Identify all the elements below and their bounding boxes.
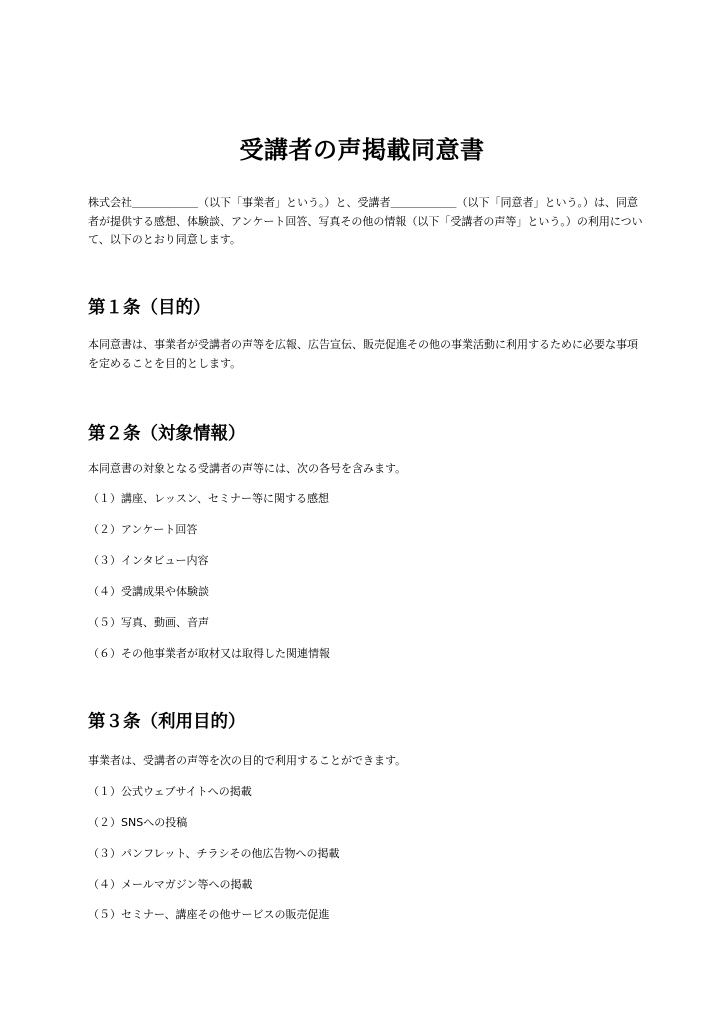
article-2-item: （１）講座、レッスン、セミナー等に関する感想 (88, 492, 330, 505)
article-3-item: （１）公式ウェブサイトへの掲載 (88, 785, 252, 798)
article-1-heading: 第１条（目的） (88, 298, 211, 318)
article-3-heading: 第３条（利用目的） (88, 712, 246, 732)
article-3-body: 事業者は、受講者の声等を次の目的で利用することができます。 (88, 754, 407, 767)
article-3-item: （３）パンフレット、チラシその他広告物への掲載 (88, 847, 340, 860)
intro-paragraph: 株式会社＿＿＿＿＿＿（以下「事業者」という。）と、受講者＿＿＿＿＿＿（以下「同意者」という。）は、同意者が提供する感想、体験談、アンケート回答、写真その他の情報（以下「受講者の声等」という。）の利用について、以下のとおり同意します。 (88, 196, 643, 246)
document-title: 受講者の声掲載同意書 (239, 136, 485, 165)
article-2-item: （４）受講成果や体験談 (88, 585, 209, 598)
article-3-item: （４）メールマガジン等への掲載 (88, 878, 253, 891)
article-2-item: （２）アンケート回答 (88, 523, 198, 536)
article-2-item: （６）その他事業者が取材又は取得した関連情報 (88, 647, 330, 660)
article-2-item: （３）インタビュー内容 (88, 554, 209, 567)
article-3-item: （２）SNSへの投稿 (88, 816, 188, 829)
article-1-body: 本同意書は、事業者が受講者の声等を広報、広告宣伝、販売促進その他の事業活動に利用するために必要な事項を定めることを目的とします。 (88, 338, 638, 370)
article-2-heading: 第２条（対象情報） (88, 424, 246, 444)
article-2-item: （５）写真、動画、音声 (88, 616, 209, 629)
article-3-item: （５）セミナー、講座その他サービスの販売促進 (88, 908, 330, 921)
article-2-body: 本同意書の対象となる受講者の声等には、次の各号を含みます。 (88, 462, 407, 475)
